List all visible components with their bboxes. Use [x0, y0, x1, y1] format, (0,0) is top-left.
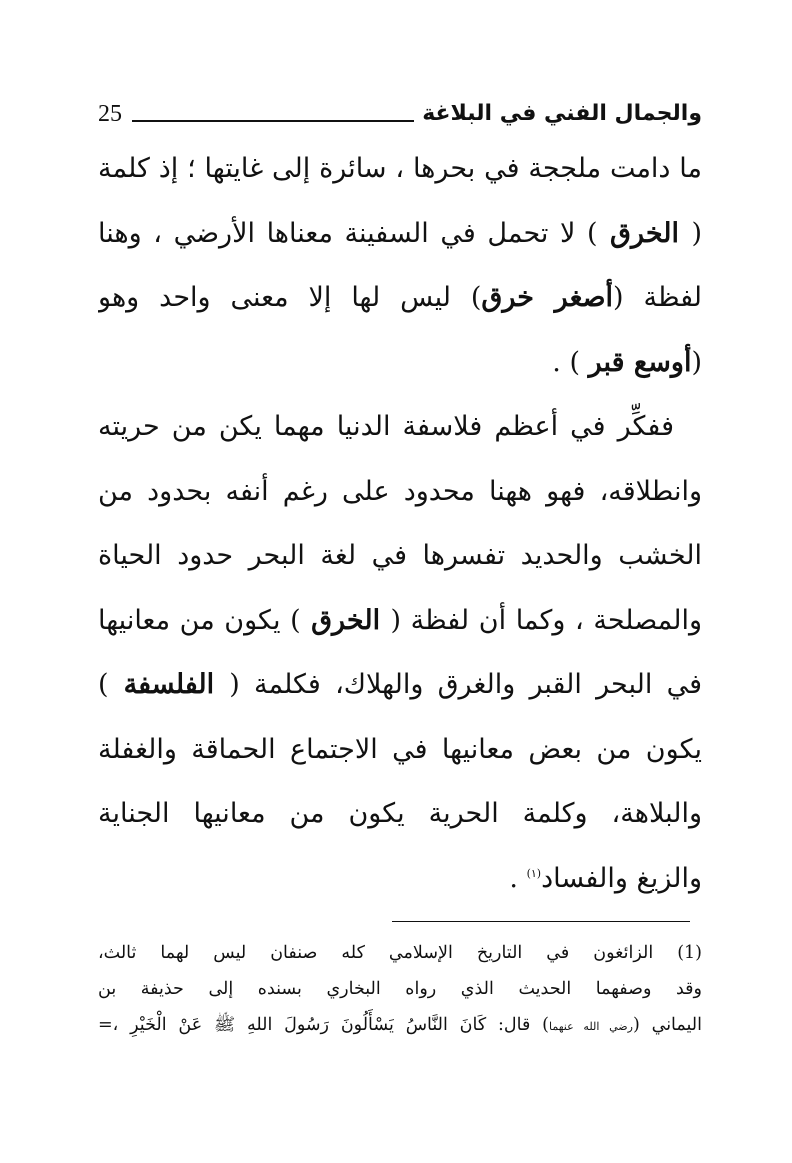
body-line: لفظة (أصغر خرق) ليس لها إلا معنى واحد وهو: [98, 282, 702, 313]
bold-term: الخرق: [300, 604, 391, 636]
bold-term: الخرق: [597, 217, 692, 249]
body-line: يكون من بعض معانيها في الاجتماع الحماقة والغفلة: [98, 733, 702, 765]
running-title: والجمال الفني في البلاغة: [422, 101, 702, 126]
body-line: الخشب والحديد تفسرها في لغة البحر حدود الحياة: [98, 540, 702, 571]
body-line: ما دامت ملججة في بحرها ، سائرة إلى غايتها ؛ إذ كلمة: [98, 153, 702, 184]
footnote-reference[interactable]: (١): [526, 866, 542, 880]
body-text: [98, 137, 702, 911]
footnote-line: اليماني (رضي الله عنهما) قال: كَانَ النَّاسُ يَسْأَلُونَ رَسُولَ اللهِ ﷺ عَنْ الْخَيْرِ ،=: [98, 1015, 702, 1035]
body-line: ( الخرق ) لا تحمل في السفينة معناها الأرضي ، وهنا: [98, 217, 702, 249]
paragraph-start-line: ففكِّر في أعظم فلاسفة الدنيا مهما يكن من حريته: [98, 411, 674, 442]
bold-term: الفلسفة: [108, 669, 230, 700]
footnote-separator: [392, 921, 690, 922]
body-line: والزيغ والفساد$^{(١)}$ .: [509, 862, 702, 894]
bold-term: أوسع قبر: [588, 346, 692, 378]
header-rule: [132, 120, 414, 122]
body-line: (أوسع قبر ) .: [552, 346, 702, 378]
body-line: في البحر القبر والغرق والهلاك، فكلمة ( الفلسفة ): [98, 669, 702, 700]
honorific-glyph: رضي الله عنهما: [549, 1020, 633, 1033]
body-line: والبلاهة، وكلمة الحرية يكون من معانيها الجناية: [98, 798, 702, 829]
bold-term: أصغر خرق: [481, 282, 614, 313]
body-line: وانطلاقه، فهو ههنا محدود على رغم أنفه بحدود من: [98, 475, 702, 507]
page-number: 25: [98, 101, 122, 127]
footnote: [98, 935, 702, 1043]
footnote-line: (1) الزائغون في التاريخ الإسلامي كله صنفان ليس لهما ثالث،: [98, 943, 702, 963]
body-line: والمصلحة ، وكما أن لفظة ( الخرق ) يكون من معانيها: [98, 604, 702, 636]
running-header: [98, 96, 702, 132]
footnote-line: وقد وصفهما الحديث الذي رواه البخاري بسنده إلى حذيفة بن: [98, 979, 702, 999]
